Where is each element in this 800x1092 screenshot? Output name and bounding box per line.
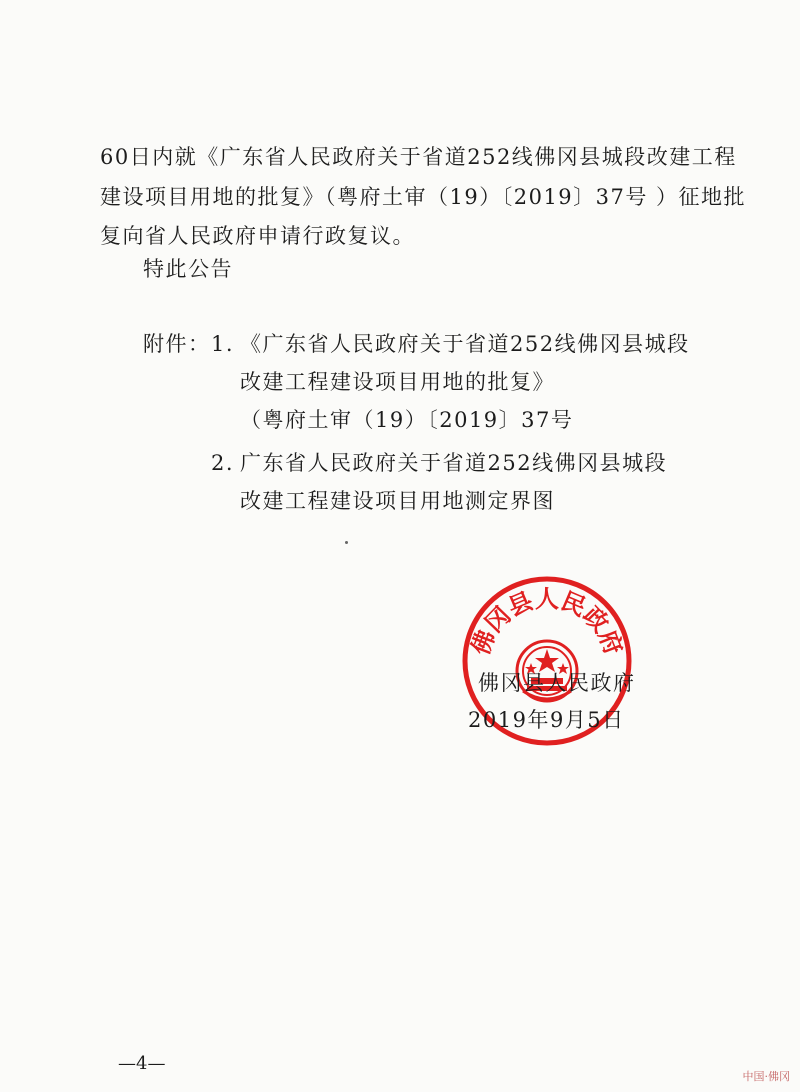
body-line-1: 60日内就《广东省人民政府关于省道252线佛冈县城段改建工程 — [100, 145, 737, 169]
seal-text: 佛冈县人民政府 — [465, 584, 629, 659]
attachments-label: 附件： — [143, 332, 211, 356]
attachment-1-line-1: 《广东省人民政府关于省道252线佛冈县城段 — [240, 332, 690, 356]
page-number: —4— — [118, 1053, 166, 1074]
attachment-2-line-2: 改建工程建设项目用地测定界图 — [240, 489, 555, 513]
attachment-1-line-3: （粤府土审（19）〔2019〕37号 — [240, 408, 574, 432]
attachment-1-number: 1. — [211, 332, 235, 356]
notice-text: 特此公告 — [143, 257, 233, 281]
body-line-3: 复向省人民政府申请行政复议。 — [100, 224, 415, 248]
attachment-2-number: 2. — [211, 451, 235, 475]
issue-date: 2019年9月5日 — [468, 708, 625, 732]
attachment-1-line-2: 改建工程建设项目用地的批复》 — [240, 370, 555, 394]
attachment-2-line-1: 广东省人民政府关于省道252线佛冈县城段 — [240, 451, 668, 475]
body-line-2: 建设项目用地的批复》（粤府土审（19）〔2019〕37号 ）征地批 — [100, 185, 747, 209]
issuer-name: 佛冈县人民政府 — [478, 671, 636, 695]
scan-speck — [345, 541, 348, 544]
site-watermark: 中国·佛冈 — [742, 1070, 790, 1083]
